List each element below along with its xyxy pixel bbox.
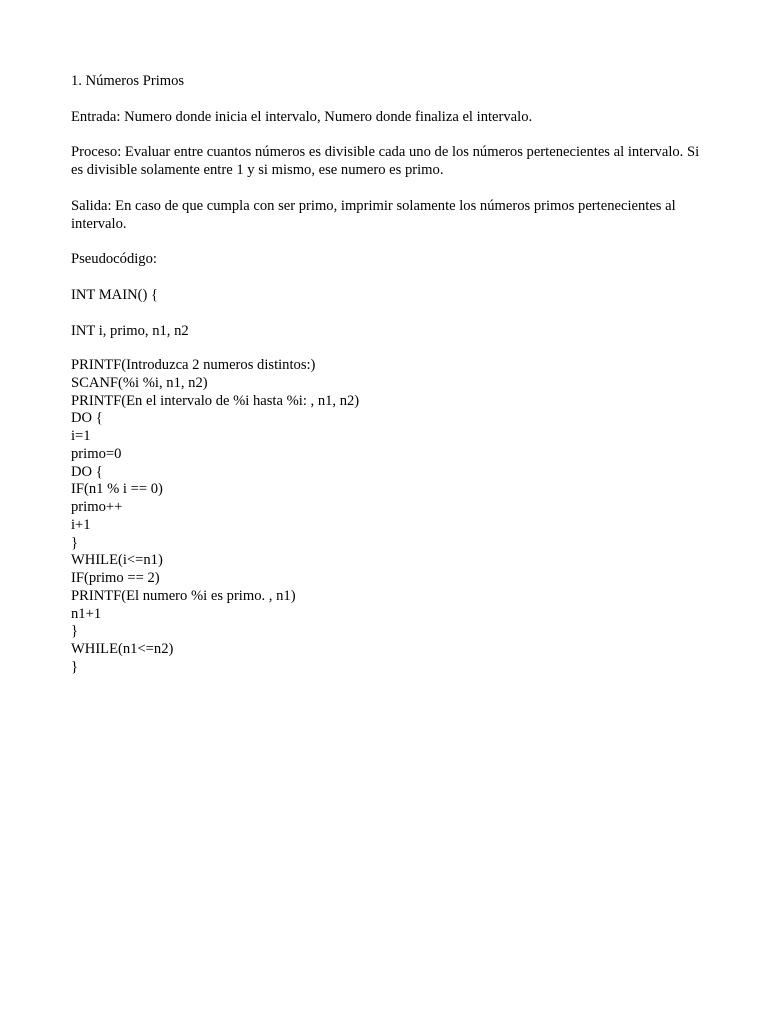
section-title: 1. Números Primos [71, 73, 185, 89]
code-line: } [71, 658, 79, 675]
code-line: PRINTF(Introduzca 2 numeros distintos:) [71, 357, 316, 374]
code-line: WHILE(i<=n1) [71, 552, 163, 569]
entrada-paragraph: Entrada: Numero donde inicia el intervalo, Numero donde finaliza el intervalo. [71, 108, 533, 125]
code-line: } [71, 534, 79, 551]
pseudocode-heading: Pseudocódigo: [71, 251, 157, 268]
salida-paragraph: Salida: En caso de que cumpla con ser primo, imprimir solamente los números primos pertenecientes al intervalo. [71, 197, 676, 232]
code-line: } [71, 623, 79, 640]
code-line: DO { [71, 463, 103, 480]
code-line: primo++ [71, 499, 123, 516]
code-line: WHILE(n1<=n2) [71, 641, 174, 658]
code-line: i+1 [71, 516, 91, 533]
code-line: SCANF(%i %i, n1, n2) [71, 374, 208, 391]
code-line: IF(primo == 2) [71, 570, 160, 587]
code-line: primo=0 [71, 445, 122, 462]
code-line: PRINTF(El numero %i es primo. , n1) [71, 587, 296, 604]
code-line: PRINTF(En el intervalo de %i hasta %i: , n1, n2) [71, 392, 360, 409]
code-line: DO { [71, 410, 103, 427]
declaration-line: INT i, primo, n1, n2 [71, 322, 189, 339]
code-line: i=1 [71, 428, 91, 445]
pseudocode-block [71, 357, 701, 677]
code-line: n1+1 [71, 605, 102, 622]
main-function-line: INT MAIN() { [71, 286, 158, 303]
document-page [71, 72, 701, 677]
code-line: IF(n1 % i == 0) [71, 481, 163, 498]
proceso-paragraph: Proceso: Evaluar entre cuantos números es divisible cada uno de los números pertenecientes al intervalo. Si es divisible solamente entre 1 y si mismo, ese numero es primo. [71, 144, 700, 179]
